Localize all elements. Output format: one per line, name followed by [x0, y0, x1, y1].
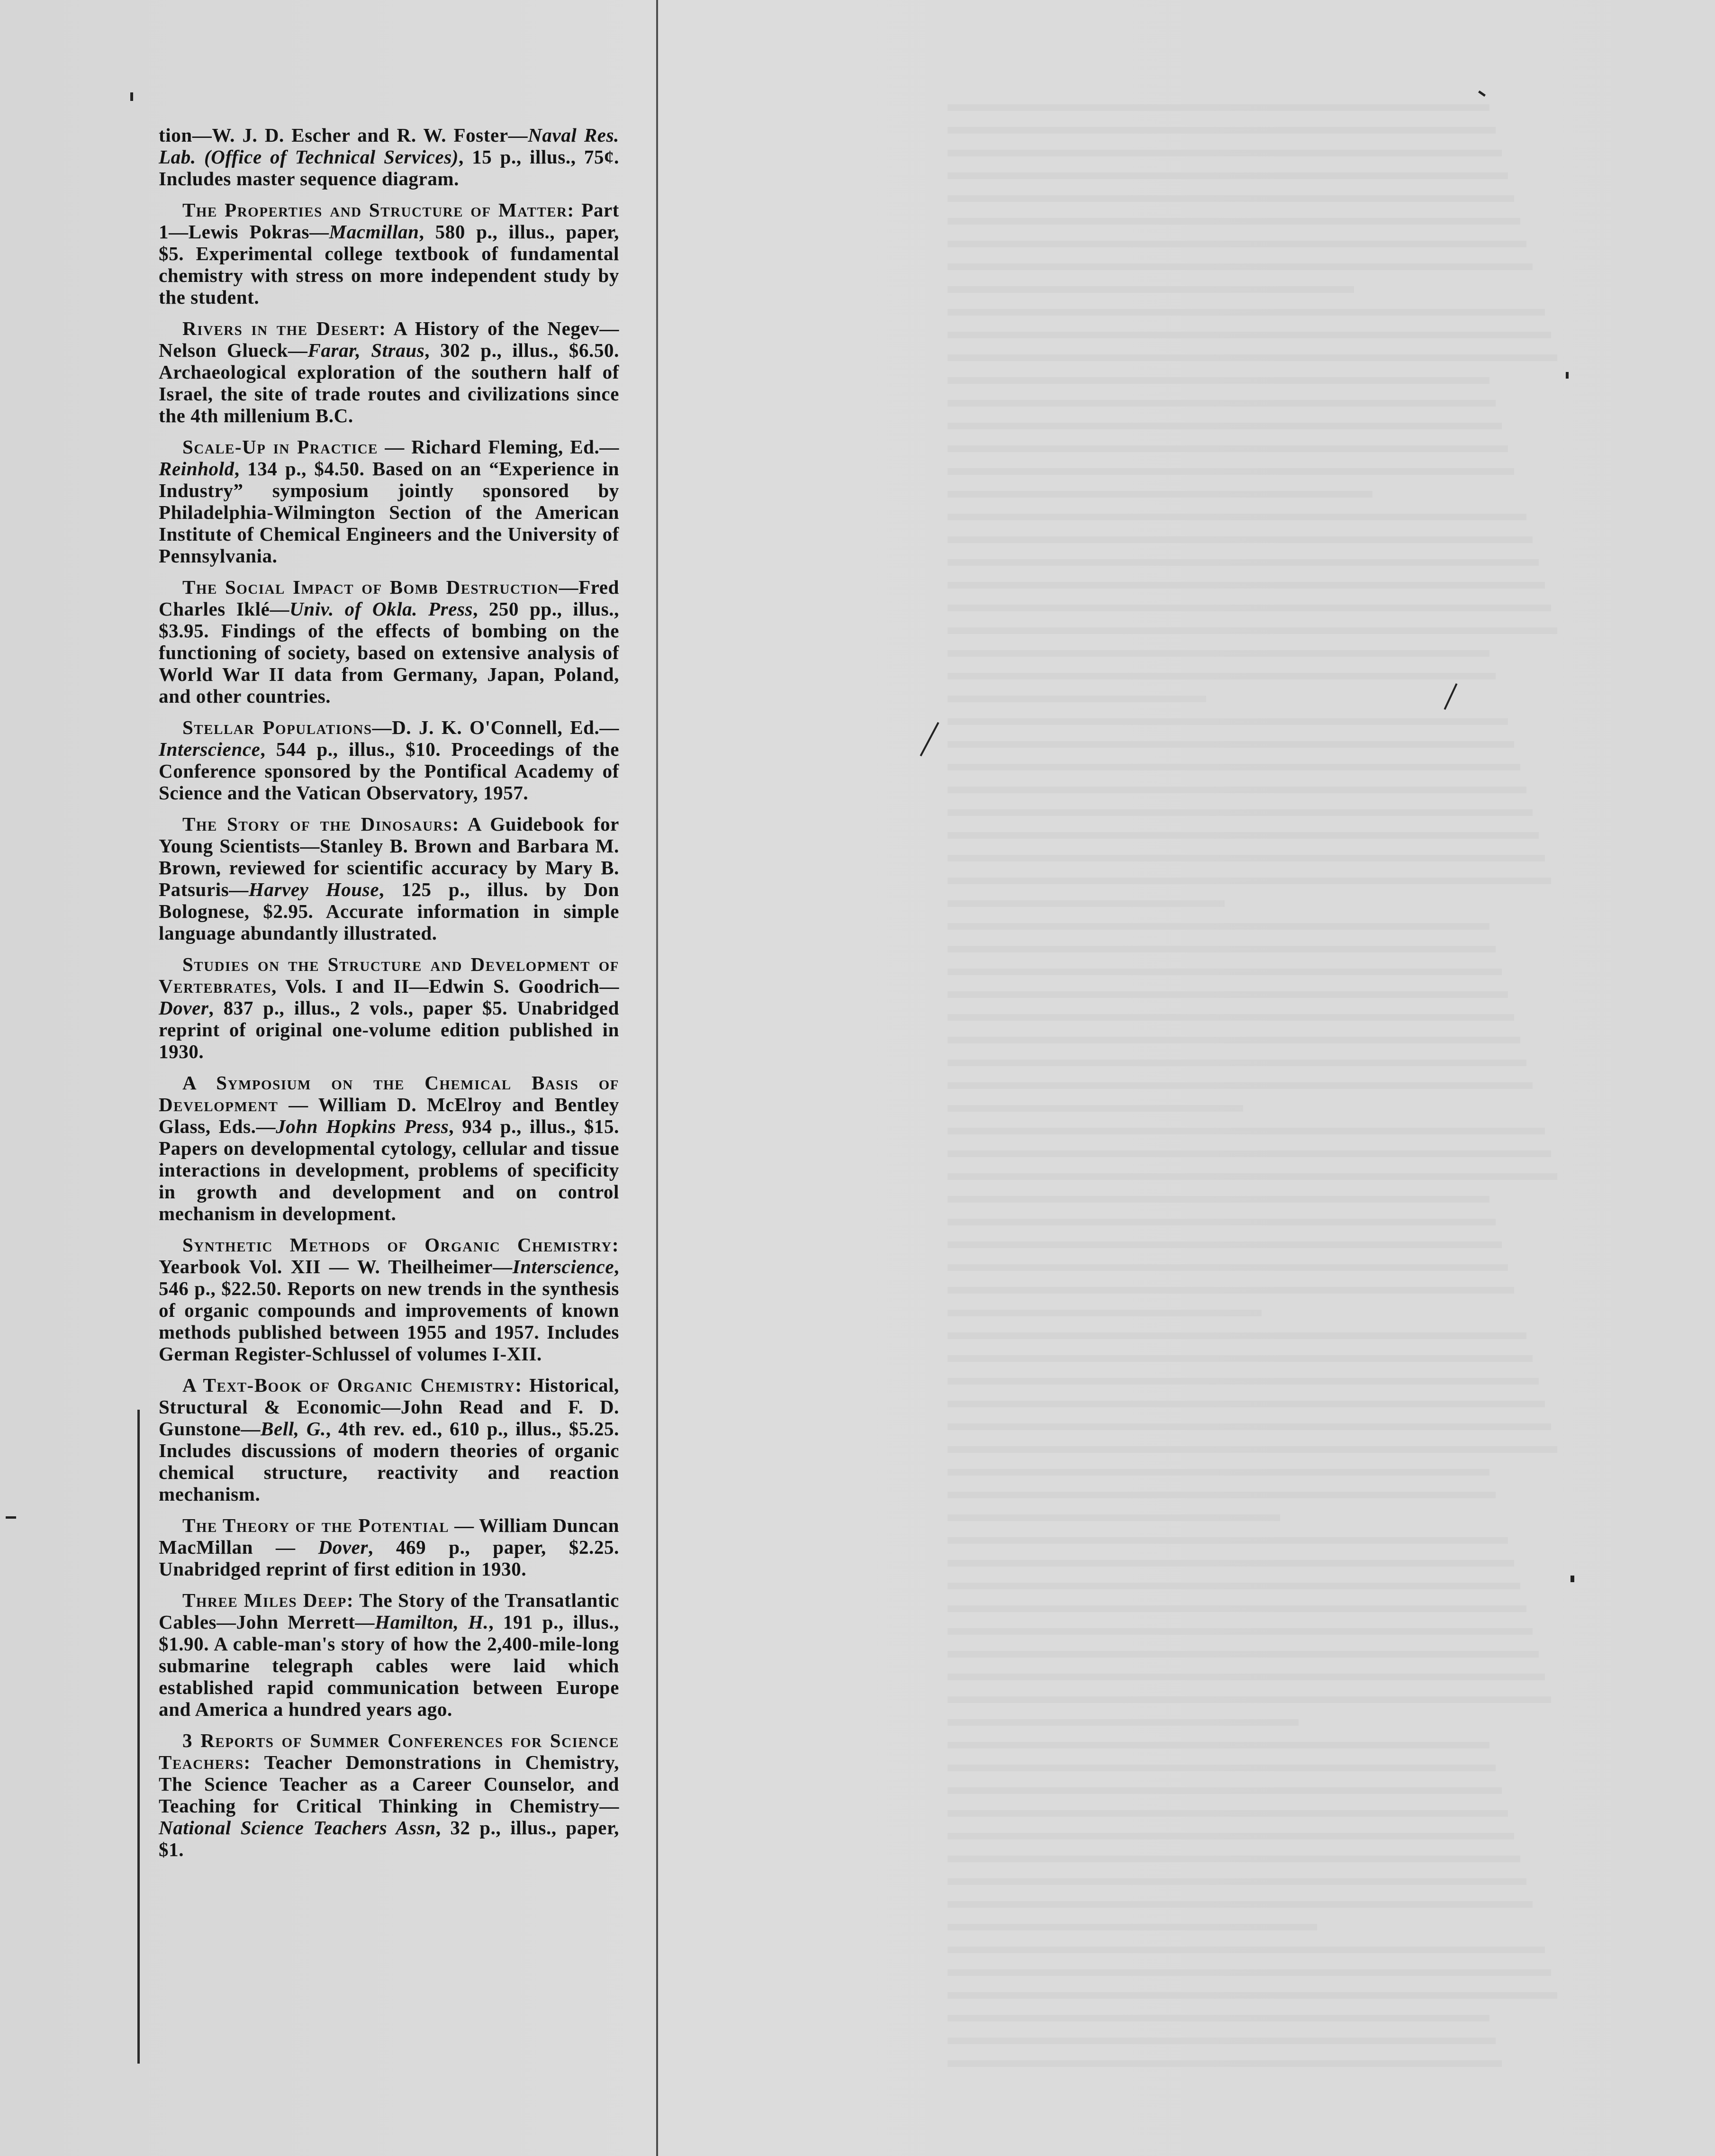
bleed-through-line: [948, 241, 1526, 247]
bleed-through-line: [948, 286, 1354, 293]
entry-details: , 469 p., paper, $2.25. Unabridged reprint of first edition in 1930.: [159, 1536, 619, 1580]
bleed-through-line: [948, 1787, 1502, 1794]
entry-author-text: Teacher Demonstrations in Chemistry, The Science Teacher as a Career Counselor, and Teaching for Critical Thinking in Chemistry—: [159, 1751, 619, 1817]
bleed-through-line: [948, 991, 1508, 998]
book-title: The Theory of the Potential: [182, 1514, 450, 1536]
entry-author-text: A History of the Negev—Nelson Glueck—: [159, 317, 619, 361]
book-entry: [159, 813, 619, 944]
entry-publisher: Macmillan: [329, 221, 419, 243]
bleed-through-line: [948, 2038, 1496, 2044]
bleed-through-line: [948, 1105, 1243, 1112]
entry-publisher: Interscience: [512, 1256, 614, 1277]
bleed-through-line: [948, 1696, 1551, 1703]
book-entry: [159, 576, 619, 707]
entry-author-text: —D. J. K. O'Connell, Ed.—: [372, 716, 619, 738]
bleed-through-line: [948, 1492, 1496, 1498]
entry-author-text: —Fred Charles Iklé—: [159, 576, 619, 620]
entry-details: , 32 p., illus., paper, $1.: [159, 1817, 619, 1860]
book-entry: [159, 436, 619, 567]
book-title: Stellar Populations: [182, 716, 372, 738]
bleed-through-line: [948, 195, 1514, 202]
bleed-through-line: [948, 855, 1545, 861]
book-entry: [159, 1589, 619, 1720]
entry-publisher: National Science Teachers Assn: [159, 1817, 436, 1839]
entry-details: , 4th rev. ed., 610 p., illus., $5.25. Includes discussions of modern theories of organic chemical structure, reactivity and reaction mechanism.: [159, 1418, 619, 1505]
bleed-through-line: [948, 946, 1496, 952]
entry-author-text: Yearbook Vol. XII — W. Theilheimer—: [159, 1256, 513, 1277]
scan-speck: [130, 92, 133, 101]
book-entry: [159, 1730, 619, 1860]
scan-speck: [1566, 372, 1569, 379]
bleed-through-line: [948, 218, 1520, 225]
bleed-through-line: [948, 1150, 1551, 1157]
bleed-through-line: [948, 127, 1496, 134]
bleed-through-line: [948, 900, 1225, 907]
entry-details: , 837 p., illus., 2 vols., paper $5. Unabridged reprint of original one-volume edition published in 1930.: [159, 997, 619, 1062]
bleed-through-line: [948, 1378, 1539, 1385]
book-list-column: [159, 124, 619, 1870]
book-title: The Social Impact of Bomb Destruction: [182, 576, 559, 598]
book-entry: [159, 1234, 619, 1365]
bleed-through-line: [948, 1605, 1526, 1612]
bleed-through-line: [948, 1856, 1520, 1862]
bleed-through-line: [948, 696, 1206, 702]
bleed-through-line: [948, 1719, 1299, 1726]
entry-author-text: — William Duncan MacMillan —: [159, 1514, 619, 1558]
bleed-through-line: [948, 1810, 1508, 1817]
book-title: The Properties and Structure of Matter:: [182, 199, 575, 221]
bleed-through-line: [948, 627, 1557, 634]
bleed-through-line: [948, 1082, 1533, 1089]
bleed-through-line: [948, 1651, 1539, 1658]
bleed-through-line: [948, 400, 1496, 407]
bleed-through-line: [948, 423, 1502, 429]
bleed-through-line: [948, 1514, 1280, 1521]
bleed-through-line: [948, 1628, 1533, 1635]
bleed-through-line: [948, 1310, 1262, 1316]
bleed-through-line: [948, 2060, 1502, 2067]
bleed-through-line: [948, 104, 1489, 111]
entry-publisher: Dover: [159, 997, 209, 1019]
bleed-through-line: [948, 1128, 1545, 1134]
bleed-through-line: [948, 332, 1551, 338]
bleed-through-line: [948, 1423, 1551, 1430]
scan-speck: [6, 1516, 16, 1519]
bleed-through-line: [948, 2015, 1489, 2021]
bleed-through-line: [948, 718, 1508, 725]
bleed-through-line: [948, 1060, 1526, 1066]
book-entry: [159, 199, 619, 308]
bleed-through-line: [948, 559, 1539, 566]
bleed-through-line: [948, 1446, 1557, 1453]
bleed-through-line: [948, 1173, 1557, 1180]
column-divider-rule: [656, 0, 658, 2156]
bleed-through-line: [948, 650, 1489, 657]
bleed-through-line: [948, 1560, 1514, 1567]
entry-publisher: Bell, G.: [261, 1418, 326, 1440]
entry-publisher: Harvey House: [248, 879, 379, 900]
book-title: Synthetic Methods of Organic Chemistry:: [182, 1234, 619, 1256]
bleed-through-line: [948, 1332, 1526, 1339]
bleed-through-line: [948, 1969, 1551, 1976]
bleed-through-line: [948, 1469, 1489, 1476]
book-entry: [159, 1072, 619, 1224]
entry-details: , 934 p., illus., $15. Papers on developmental cytology, cellular and tissue interactions in development, problems of specificity in growth and development and on control mechanism in development.: [159, 1115, 620, 1224]
book-entry: [159, 1374, 619, 1505]
entry-details: , 191 p., illus., $1.90. A cable-man's story of how the 2,400-mile-long submarine telegraph cables were laid which established rapid communication between Europe and America a hundred years ago.: [159, 1611, 620, 1720]
bleed-through-line: [948, 1219, 1496, 1225]
bleed-through-line: [948, 1401, 1545, 1407]
book-title: Rivers in the Desert:: [182, 317, 387, 339]
bleed-through-line: [948, 1037, 1520, 1043]
bleed-through-line: [948, 263, 1533, 270]
bleed-through-line: [948, 605, 1551, 611]
book-entry: [159, 317, 619, 426]
bleed-through-line: [948, 491, 1372, 498]
bleed-through-line: [948, 309, 1545, 316]
bleed-through-line: [948, 582, 1545, 589]
bleed-through-line: [948, 969, 1502, 975]
bleed-through-line: [948, 1947, 1545, 1953]
entry-publisher: Reinhold: [159, 458, 235, 480]
entry-details: , 134 p., $4.50. Based on an “Experience in Industry” symposium jointly sponsored by Philadelphia-Wilmington Section of the American Institute of Chemical Engineers and the University of Pennsylvania.: [159, 458, 619, 567]
bleed-through-line: [948, 1241, 1502, 1248]
book-title: Three Miles Deep:: [182, 1589, 354, 1611]
entry-details: , 546 p., $22.50. Reports on new trends in the synthesis of organic compounds and improvements of known methods published between 1955 and 1957. Includes German Register-Schlussel of volumes I-XII.: [159, 1256, 619, 1365]
book-title: The Story of the Dinosaurs:: [182, 813, 460, 835]
bleed-through-line: [948, 1901, 1533, 1908]
entry-author-text: — William D. McElroy and Bentley Glass, Eds.—: [159, 1094, 619, 1137]
bleed-through-line: [948, 1196, 1489, 1203]
bleed-through-line: [948, 787, 1526, 793]
bleed-through-line: [948, 354, 1557, 361]
entry-author-text: A Guidebook for Young Scientists—Stanley B. Brown and Barbara M. Brown, reviewed for scientific accuracy by Mary B. Patsuris—: [159, 813, 619, 900]
bleed-through-line: [948, 923, 1489, 930]
bleed-through-line: [948, 764, 1520, 770]
bleed-through-line: [948, 514, 1526, 520]
entry-publisher: Interscience: [159, 738, 261, 760]
margin-marker-bar: [137, 1410, 140, 2064]
book-entry: [159, 124, 619, 190]
entry-publisher: Univ. of Okla. Press: [289, 598, 473, 620]
book-title: Studies on the Structure and Development of Vertebrates: [159, 953, 619, 997]
book-title: Scale-Up in Practice: [182, 436, 378, 458]
bleed-through-line: [948, 1537, 1508, 1544]
bleed-through-line: [948, 536, 1533, 543]
bleed-through-line: [948, 1583, 1520, 1589]
scan-speck: [1571, 1576, 1574, 1582]
bleed-through-line: [948, 1742, 1489, 1748]
bleed-through-line: [948, 809, 1533, 816]
entry-publisher: John Hopkins Press: [276, 1115, 449, 1137]
bleed-through-line: [948, 1833, 1514, 1839]
bleed-through-line: [948, 1014, 1514, 1021]
book-entry: [159, 1514, 619, 1580]
bleed-through-line: [948, 1924, 1317, 1930]
book-title: A Text-Book of Organic Chemistry:: [182, 1374, 523, 1396]
bleed-through-line: [948, 741, 1514, 748]
bleed-through-line: [948, 1878, 1526, 1885]
bleed-through-line: [948, 468, 1514, 475]
bleed-through-column: [948, 104, 1563, 2094]
book-entry: [159, 953, 619, 1062]
entry-publisher: Naval Res. Lab. (Office of Technical Services): [159, 124, 619, 168]
bleed-through-line: [948, 1992, 1557, 1999]
bleed-through-line: [948, 878, 1551, 884]
book-title: 3 Reports of Summer Conferences for Science Teachers:: [159, 1730, 619, 1773]
bleed-through-line: [948, 673, 1496, 679]
entry-author-text: tion—W. J. D. Escher and R. W. Foster—: [159, 124, 528, 146]
entry-author-text: The Story of the Transatlantic Cables—John Merrett—: [159, 1589, 619, 1633]
bleed-through-line: [948, 832, 1539, 839]
entry-author-text: Historical, Structural & Economic—John Read and F. D. Gunstone—: [159, 1374, 619, 1440]
bleed-through-line: [948, 377, 1489, 384]
bleed-through-line: [948, 1355, 1533, 1362]
bleed-through-line: [948, 150, 1502, 156]
bleed-through-line: [948, 1287, 1514, 1294]
entry-details: , 544 p., illus., $10. Proceedings of the Conference sponsored by the Pontifical Academy of Science and the Vatican Observatory, 1957.: [159, 738, 619, 804]
entry-publisher: Farar, Straus: [307, 339, 425, 361]
bleed-through-line: [948, 1765, 1496, 1771]
book-title: A Symposium on the Chemical Basis of Development: [159, 1072, 619, 1115]
bleed-through-line: [948, 445, 1508, 452]
entry-details: , 125 p., illus. by Don Bolognese, $2.95. Accurate information in simple language abundantly illustrated.: [159, 879, 619, 944]
entry-details: , 302 p., illus., $6.50. Archaeological exploration of the southern half of Israel, the site of trade routes and civilizations since the 4th millenium B.C.: [159, 339, 620, 426]
bleed-through-line: [948, 1674, 1545, 1680]
bleed-through-line: [948, 1264, 1508, 1271]
entry-author-text: Part 1—Lewis Pokras—: [159, 199, 619, 243]
entry-publisher: Dover: [318, 1536, 369, 1558]
entry-author-text: — Richard Fleming, Ed.—: [378, 436, 619, 458]
entry-details: , 15 p., illus., 75¢. Includes master sequence diagram.: [159, 146, 619, 190]
entry-author-text: , Vols. I and II—Edwin S. Goodrich—: [271, 975, 619, 997]
entry-publisher: Hamilton, H.: [375, 1611, 489, 1633]
bleed-through-line: [948, 172, 1508, 179]
entry-details: , 250 pp., illus., $3.95. Findings of the effects of bombing on the functioning of society, based on extensive analysis of World War II data from Germany, Japan, Poland, and other countries.: [159, 598, 619, 707]
book-entry: [159, 716, 619, 804]
entry-details: , 580 p., illus., paper, $5. Experimental college textbook of fundamental chemistry with stress on more independent study by the student.: [159, 221, 619, 308]
